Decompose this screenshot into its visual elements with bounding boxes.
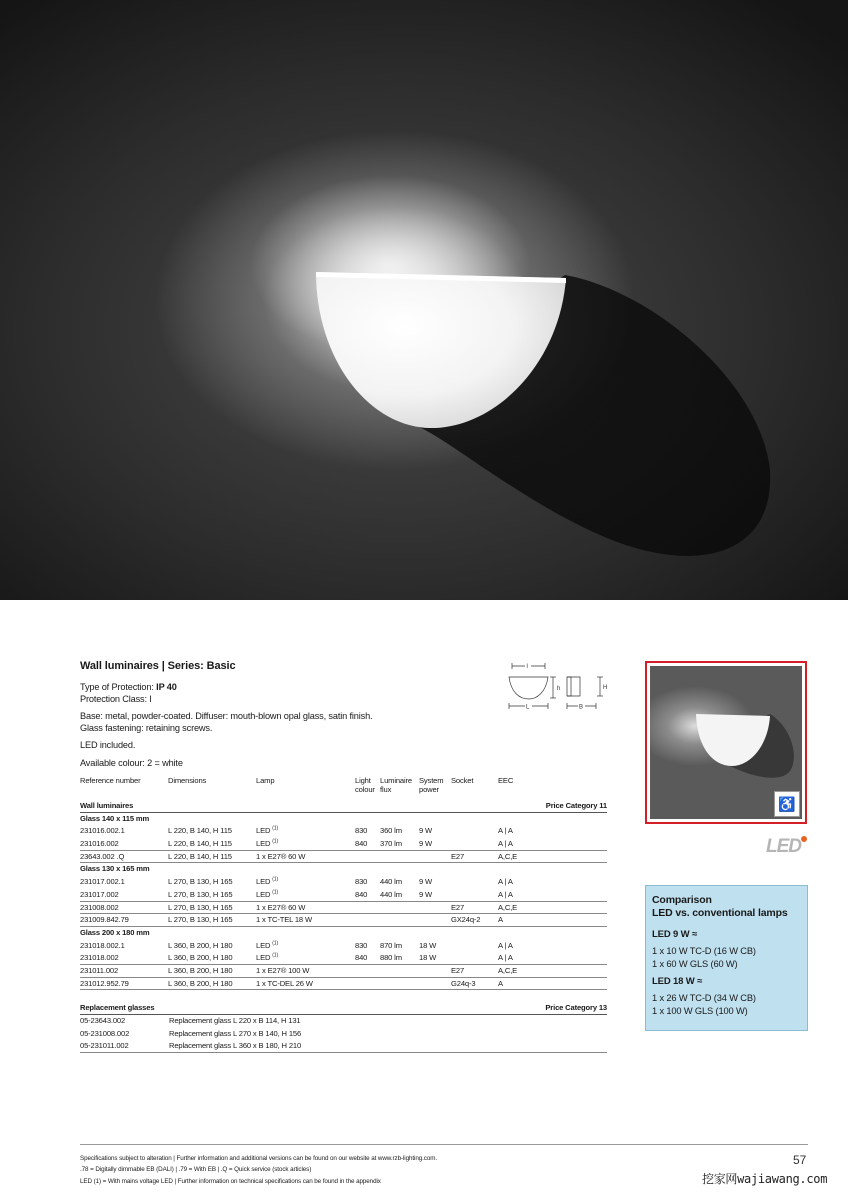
footer-line-2: .78 = Digitally dimmable EB (DALI) | .79 = With EB | .Q = Quick service (stock articles) [80, 1166, 312, 1174]
cell-reference: 231008.002 [80, 902, 119, 912]
cell-eec: A | A [498, 889, 513, 899]
cell-reference: 231017.002.1 [80, 877, 125, 887]
header-dimensions: Dimensions [168, 776, 207, 785]
comparison-title: Comparison [652, 894, 712, 906]
cell-light-colour: 830 [355, 940, 368, 950]
cell-reference: 231017.002 [80, 889, 119, 899]
product-table [80, 776, 607, 1053]
cell-description: Replacement glass L 360 x B 180, H 210 [169, 1041, 302, 1051]
table-row [80, 825, 607, 838]
dim-l-small: l [526, 664, 528, 670]
cell-power: 9 W [419, 839, 433, 849]
cell-description: Replacement glass L 270 x B 140, H 156 [169, 1028, 302, 1038]
header-luminaire-flux: Luminaire flux [380, 776, 412, 794]
fastening-description: Glass fastening: retaining screws. [80, 722, 213, 733]
comparison-subtitle: LED vs. conventional lamps [652, 907, 788, 919]
section-wall-luminaires [80, 800, 607, 813]
led-included-note: LED included. [80, 740, 136, 750]
thumbnail-image [650, 666, 802, 819]
watermark: 挖家网wajiawang.com [702, 1172, 828, 1186]
led-18w-equivalent-2: 1 x 100 W GLS (100 W) [652, 1005, 748, 1016]
replacement-price-category: Price Category 13 [545, 1003, 607, 1013]
cell-power: 9 W [419, 877, 433, 887]
led-9w-label: LED 9 W ≈ [652, 929, 698, 940]
cell-flux: 440 lm [380, 877, 402, 887]
cell-flux: 360 lm [380, 826, 402, 836]
cell-power: 18 W [419, 953, 437, 963]
cell-dimensions: L 360, B 200, H 180 [168, 940, 233, 950]
cell-reference: 231011.002 [80, 965, 119, 975]
header-reference: Reference number [80, 776, 141, 785]
section-price-category: Price Category 11 [545, 801, 607, 810]
cell-socket: GX24q-2 [451, 915, 481, 925]
header-eec: EEC [498, 776, 514, 785]
cell-eec: A | A [498, 839, 513, 849]
cell-flux: 370 lm [380, 839, 402, 849]
cell-power: 9 W [419, 889, 433, 899]
dim-b: B [579, 704, 584, 711]
table-row [80, 978, 607, 991]
cell-reference: 231012.952.79 [80, 978, 129, 988]
header-light-colour: Light colour [355, 776, 375, 794]
replacement-row [80, 1015, 607, 1028]
product-thumbnail[interactable] [645, 661, 807, 824]
cell-flux: 870 lm [380, 940, 402, 950]
cell-socket: E27 [451, 965, 465, 975]
replacement-row [80, 1040, 607, 1053]
table-row [80, 876, 607, 889]
footer-line-3: LED (1) = With mains voltage LED | Further information on technical specifications can be found in the appendix [80, 1177, 381, 1185]
cell-eec: A | A [498, 953, 513, 963]
cell-power: 18 W [419, 940, 437, 950]
cell-lamp: LED $^{(1)}$ [256, 825, 278, 836]
cell-dimensions: L 220, B 140, H 115 [168, 851, 232, 861]
cell-socket: G24q-3 [451, 978, 476, 988]
group-title: Glass 200 x 180 mm [80, 927, 150, 937]
cell-eec: A,C,E [498, 902, 518, 912]
cell-lamp: LED $^{(1)}$ [256, 940, 278, 950]
cell-lamp: 1 x E27® 60 W [256, 851, 306, 861]
cell-dimensions: L 270, B 130, H 165 [168, 902, 233, 912]
header-socket: Socket [451, 776, 474, 785]
cell-dimensions: L 360, B 200, H 180 [168, 965, 233, 975]
cell-lamp: 1 x E27® 60 W [256, 902, 306, 912]
cell-reference: 05-231008.002 [80, 1028, 130, 1038]
cell-light-colour: 830 [355, 877, 368, 887]
cell-light-colour: 830 [355, 826, 368, 836]
cell-reference: 231018.002 [80, 953, 119, 963]
cell-dimensions: L 270, B 130, H 165 [168, 877, 233, 887]
cell-dimensions: L 220, B 140, H 115 [168, 826, 232, 836]
cell-dimensions: L 220, B 140, H 115 [168, 839, 232, 849]
cell-eec: A | A [498, 826, 513, 836]
cell-eec: A,C,E [498, 965, 518, 975]
comparison-box [645, 885, 808, 1031]
header-lamp: Lamp [256, 776, 275, 785]
cell-socket: E27 [451, 902, 465, 912]
cell-power: 9 W [419, 826, 433, 836]
section-replacement-glasses [80, 1002, 607, 1015]
cell-reference: 05-231011.002 [80, 1041, 129, 1051]
led-18w-label: LED 18 W ≈ [652, 976, 703, 987]
cell-light-colour: 840 [355, 889, 368, 899]
cell-lamp: LED $^{(1)}$ [256, 889, 278, 899]
cell-light-colour: 840 [355, 953, 368, 963]
cell-socket: E27 [451, 851, 465, 861]
replacement-row [80, 1028, 607, 1041]
group-title: Glass 140 x 115 mm [80, 813, 150, 823]
led-9w-equivalent-1: 1 x 10 W TC-D (16 W CB) [652, 946, 756, 956]
protection-type: Type of Protection: IP 40 [80, 682, 177, 692]
available-colour: Available colour: 2 = white [80, 757, 183, 768]
cell-reference: 231016.002 [80, 839, 119, 849]
cell-eec: A [498, 978, 503, 988]
header-system-power: System power [419, 776, 444, 794]
table-row [80, 902, 607, 915]
led-9w-equivalent-2: 1 x 60 W GLS (60 W) [652, 958, 738, 969]
cell-reference: 23643.002 .Q [80, 851, 125, 861]
led-logo-dot [801, 836, 807, 842]
table-row [80, 914, 607, 927]
cell-light-colour: 840 [355, 839, 368, 849]
cell-flux: 880 lm [380, 953, 402, 963]
cell-dimensions: L 270, B 130, H 165 [168, 889, 233, 899]
cell-reference: 05-23643.002 [80, 1016, 126, 1025]
cell-lamp: LED $^{(1)}$ [256, 952, 278, 963]
dimension-drawing [505, 662, 610, 712]
table-row [80, 838, 607, 851]
table-row [80, 965, 607, 978]
dim-h-small: h [557, 686, 561, 692]
cell-reference: 231018.002.1 [80, 940, 125, 950]
cell-dimensions: L 360, B 200, H 180 [168, 978, 233, 988]
cell-dimensions: L 360, B 200, H 180 [168, 953, 233, 963]
led-logo: LED [766, 836, 801, 857]
cell-lamp: 1 x TC-TEL 18 W [256, 915, 312, 925]
footer-line-1: Specifications subject to alteration | Further information and additional versions can be found on our website at www.rzb-lighting.com. [80, 1155, 438, 1162]
cell-description: Replacement glass L 220 x B 114, H 131 [169, 1016, 301, 1025]
table-row [80, 889, 607, 902]
cell-reference: 231016.002.1 [80, 826, 125, 836]
cell-eec: A [498, 915, 503, 925]
cell-dimensions: L 270, B 130, H 165 [168, 915, 233, 925]
cell-lamp: 1 x TC-DEL 26 W [256, 978, 313, 988]
table-row [80, 952, 607, 965]
page-number: 57 [793, 1153, 807, 1167]
dim-h: H [603, 685, 608, 691]
cell-flux: 440 lm [380, 889, 402, 899]
cell-reference: 231009.842.79 [80, 915, 129, 925]
table-row [80, 851, 607, 864]
material-description: Base: metal, powder-coated. Diffuser: mouth-blown opal glass, satin finish. [80, 711, 373, 721]
replacement-title: Replacement glasses [80, 1003, 155, 1013]
table-row [80, 940, 607, 953]
dim-l: L [526, 704, 530, 711]
footer-notes [80, 1153, 437, 1187]
cell-lamp: 1 x E27® 100 W [256, 965, 310, 975]
group-title: Glass 130 x 165 mm [80, 864, 150, 874]
cell-lamp: LED $^{(1)}$ [256, 876, 278, 887]
product-title: Wall luminaires | Series: Basic [80, 660, 236, 672]
section-title: Wall luminaires [80, 801, 134, 810]
protection-class: Protection Class: I [80, 693, 152, 704]
cell-lamp: LED $^{(1)}$ [256, 838, 278, 849]
cell-eec: A | A [498, 877, 513, 887]
led-18w-equivalent-1: 1 x 26 W TC-D (34 W CB) [652, 993, 756, 1003]
table-header [80, 776, 607, 800]
installation-pictogram-icon: ♿ [774, 791, 800, 817]
cell-eec: A | A [498, 940, 513, 950]
cell-eec: A,C,E [498, 851, 518, 861]
footer-divider [80, 1144, 808, 1145]
